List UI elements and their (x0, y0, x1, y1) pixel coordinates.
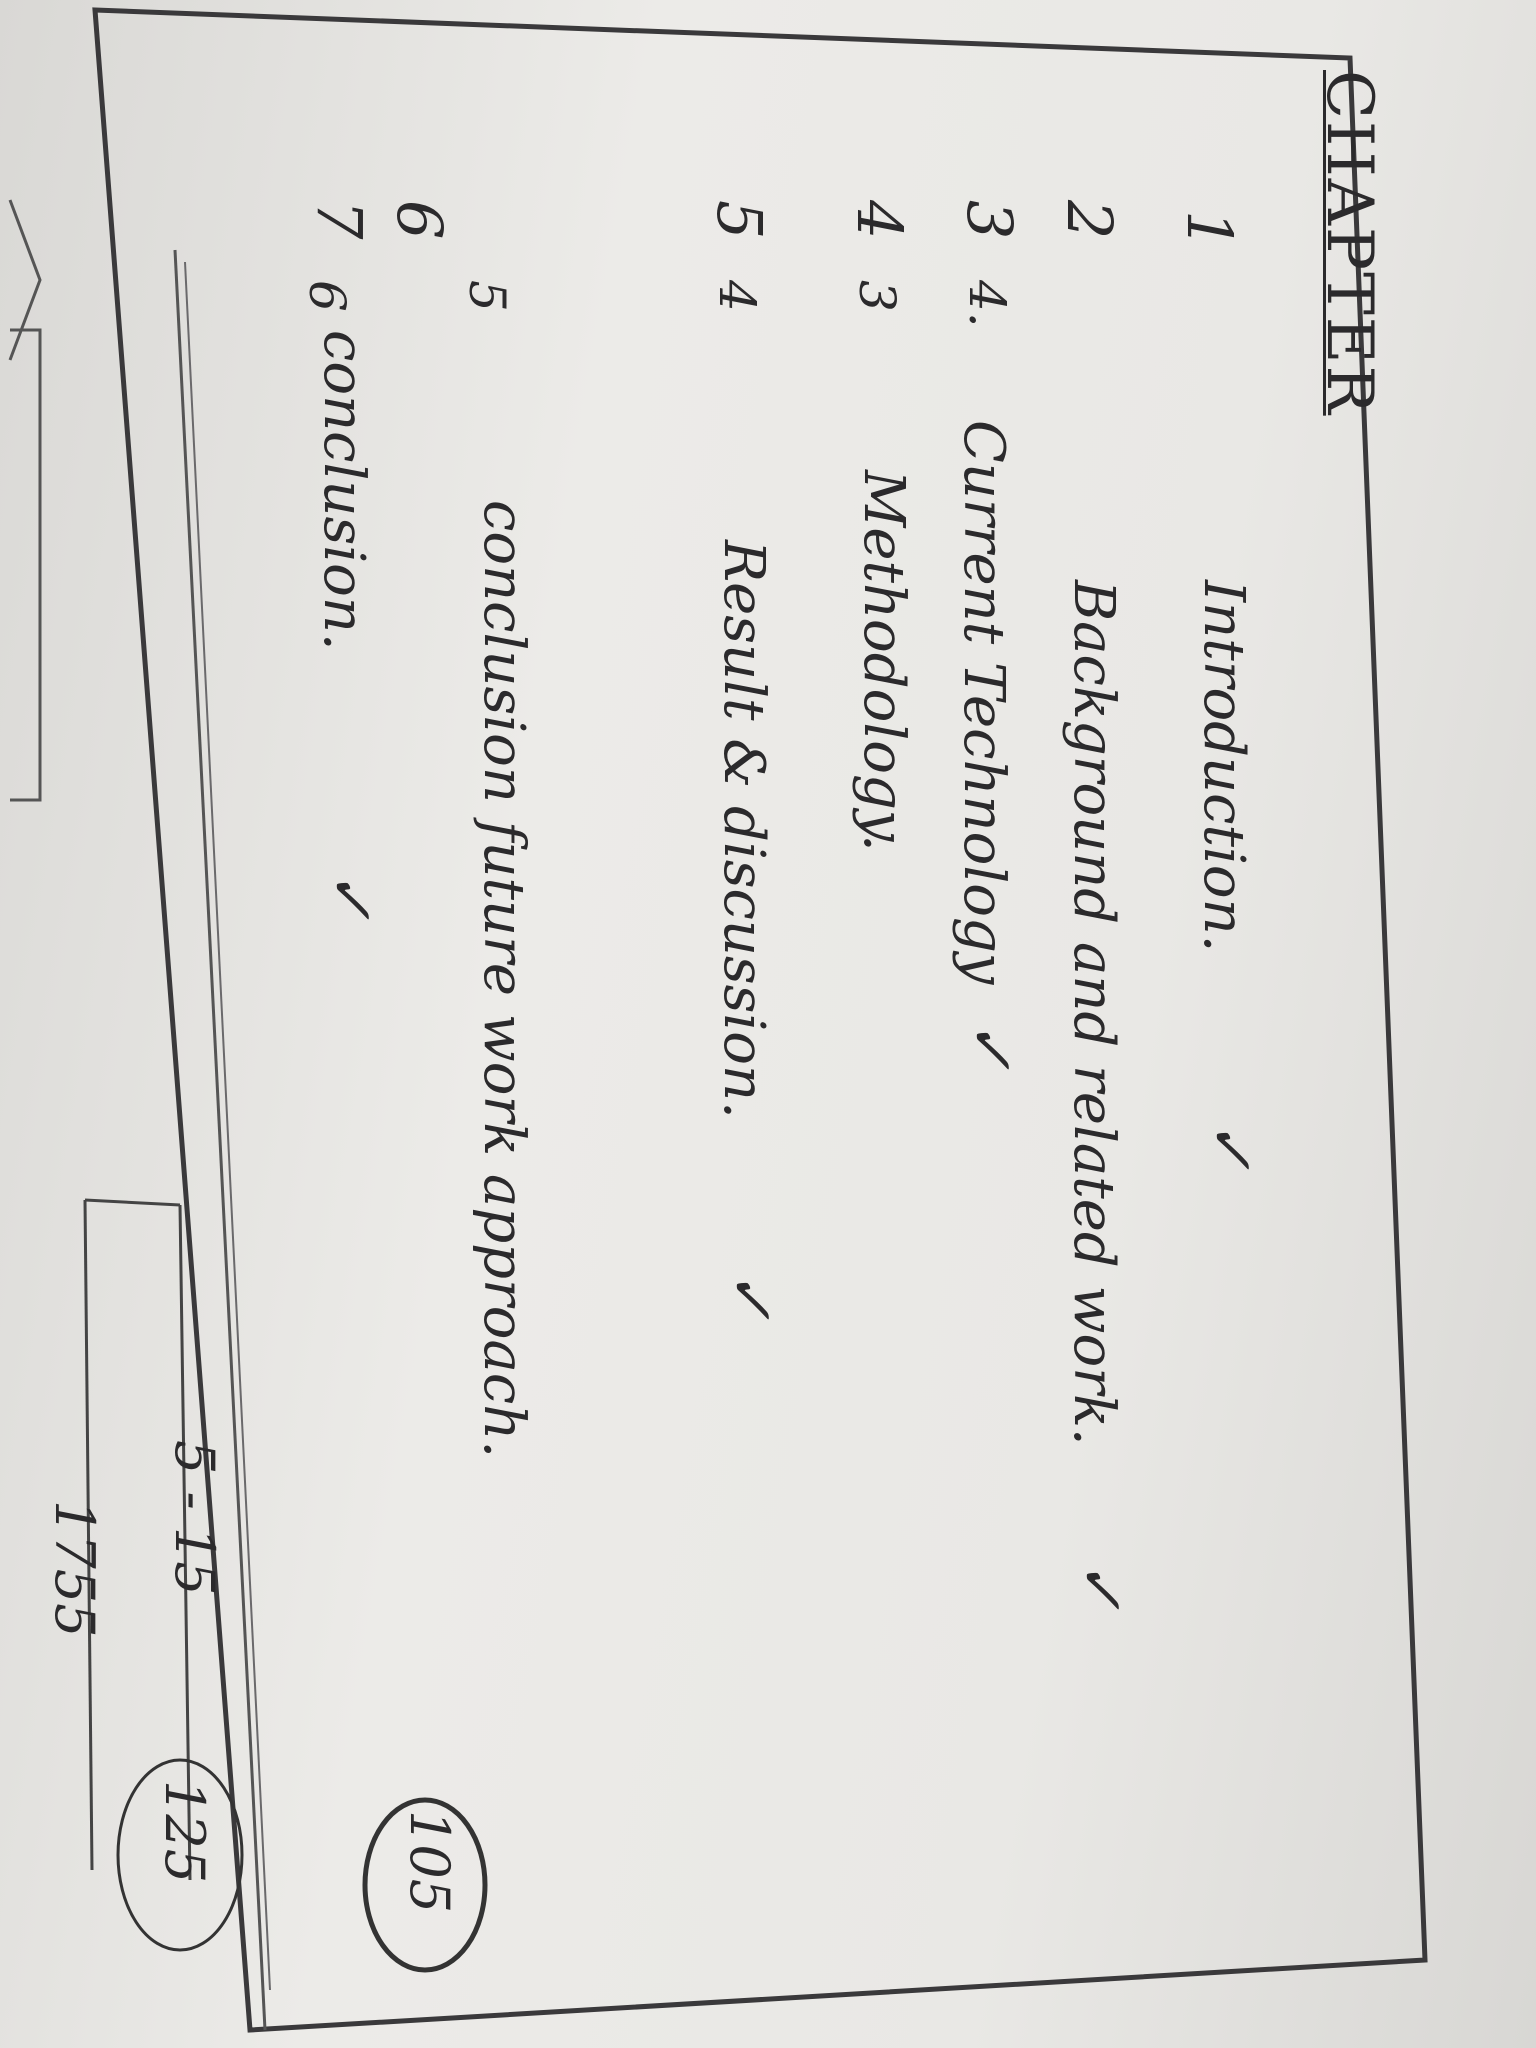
check-mark: ✓ (956, 1020, 1026, 1071)
margin-number: 6 (298, 280, 356, 312)
chapter-title-3: Current Technology (951, 420, 1016, 985)
chapter-title-4: Methodology. (851, 470, 916, 852)
margin-number: 5 (458, 280, 516, 312)
check-mark: ✓ (716, 1270, 786, 1321)
chapter-number-5: 5 (703, 200, 776, 240)
check-mark: ✓ (316, 870, 386, 921)
check-mark: ✓ (1196, 1120, 1266, 1171)
tally-circled-a: 125 (153, 1780, 216, 1884)
tally-total: 1755 (43, 1500, 106, 1638)
chapter-number-2: 2 (1053, 200, 1126, 240)
tally-range: 5 - 15 (163, 1440, 226, 1596)
margin-number: 3 (848, 280, 906, 312)
chapter-number-7: 7 (303, 200, 376, 240)
chapter-number-1: 1 (1173, 210, 1246, 250)
check-mark: ✓ (1066, 1560, 1136, 1611)
margin-number: 4. (958, 280, 1016, 328)
tally-circled-b: 105 (398, 1810, 461, 1914)
chapter-title-5: Result & discussion. (711, 540, 776, 1119)
page-title: CHAPTER (1312, 70, 1386, 416)
chapter-title-1: Introduction. (1191, 580, 1256, 953)
chapter-title-6: conclusion future work approach. (471, 500, 536, 1459)
chapter-number-4: 4 (843, 200, 916, 240)
chapter-title-2: Background and related work. (1061, 580, 1126, 1446)
chapter-number-3: 3 (953, 200, 1026, 240)
margin-number: 4 (708, 280, 766, 312)
chapter-number-6: 6 (383, 200, 456, 240)
chapter-title-7: conclusion. (311, 330, 376, 651)
